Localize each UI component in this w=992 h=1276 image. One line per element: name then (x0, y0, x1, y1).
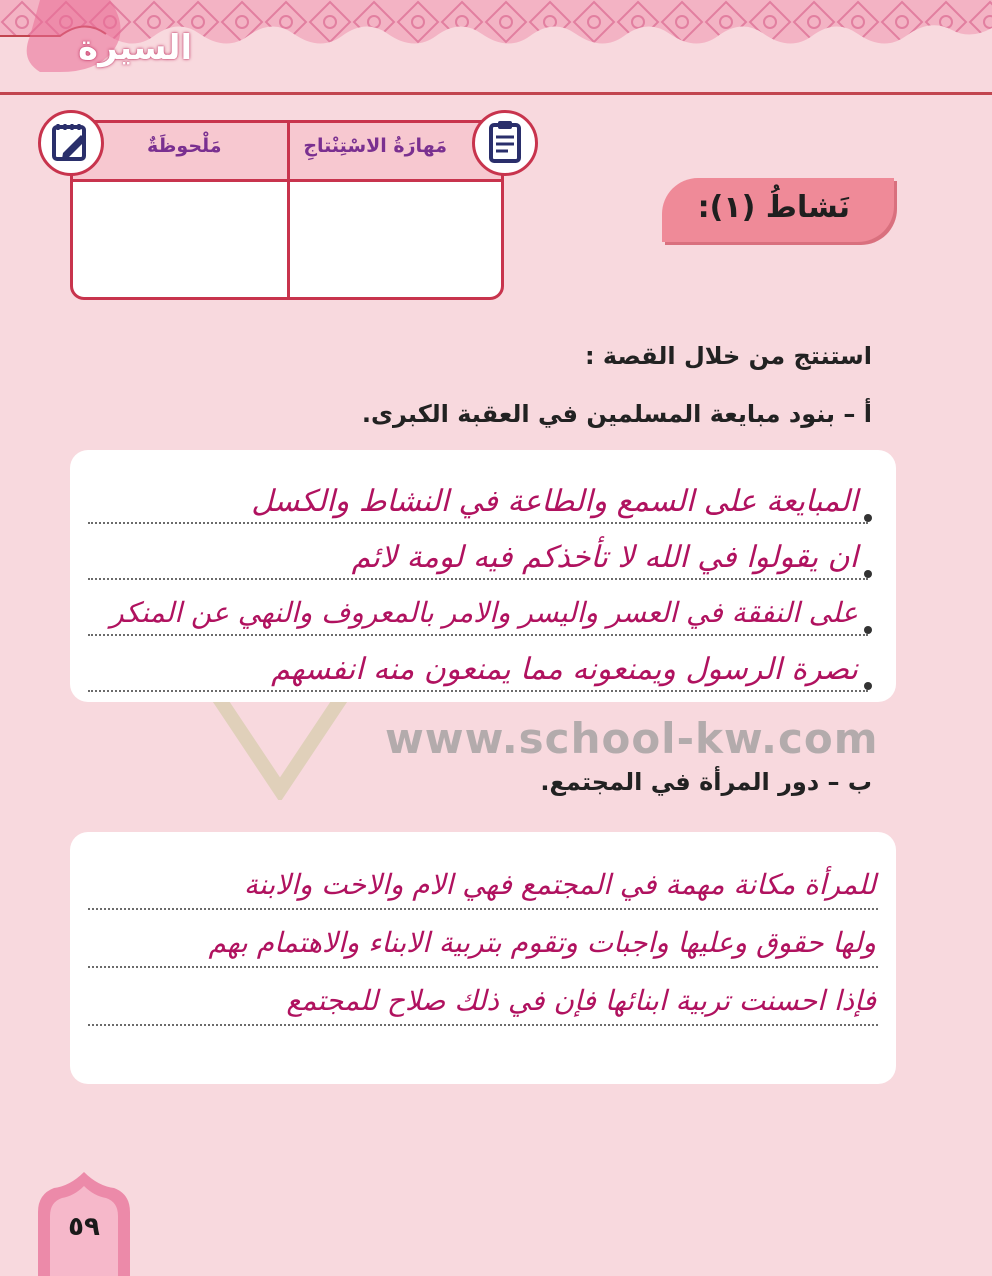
pencil-note-icon (38, 110, 104, 176)
clipboard-icon (472, 110, 538, 176)
answer-line (88, 634, 868, 636)
activity-label: نَشاطُ (١): (697, 190, 850, 225)
question-part-b: ب – دور المرأة في المجتمع. (540, 768, 872, 796)
answer-line (88, 966, 878, 968)
handwritten-answer: ان يقولوا في الله لا تأخذكم فيه لومة لائم (351, 540, 858, 575)
handwritten-answer: نصرة الرسول ويمنعونه مما يمنعون منه انفسهم (271, 652, 858, 687)
handwritten-answer: للمرأة مكانة مهمة في المجتمع فهي الام والاخت والابنة (243, 868, 876, 901)
question-part-a: أ – بنود مبايعة المسلمين في العقبة الكبرى. (361, 400, 872, 428)
answer-line (88, 690, 868, 692)
inference-skill-label: مَهارَةُ الاسْتِنْتاجِ (303, 135, 447, 157)
header-divider (0, 92, 992, 95)
bullet-icon (864, 626, 872, 634)
question-intro: استنتج من خلال القصة : (584, 342, 872, 370)
handwritten-answer: فإذا احسنت تربية ابنائها فإن في ذلك صلاح للمجتمع (286, 984, 876, 1017)
bullet-icon (864, 570, 872, 578)
skills-table (70, 120, 504, 300)
watermark-url: www.school-kw.com (385, 714, 879, 763)
answer-line (88, 908, 878, 910)
page-number: ٥٩ (68, 1212, 100, 1242)
note-label: مَلْحوظَةٌ (147, 135, 222, 157)
bullet-icon (864, 682, 872, 690)
answer-line (88, 578, 868, 580)
answer-line (88, 1024, 878, 1026)
bullet-icon (864, 514, 872, 522)
handwritten-answer: ولها حقوق وعليها واجبات وتقوم بتربية الابناء والاهتمام بهم (208, 926, 876, 959)
answer-line (88, 522, 868, 524)
section-title: السيرة (78, 28, 193, 68)
activity-tab (662, 178, 894, 242)
handwritten-answer: على النفقة في العسر واليسر والامر بالمعروف والنهي عن المنكر (110, 596, 858, 629)
skills-table-column-divider (287, 123, 290, 297)
handwritten-answer: المبايعة على السمع والطاعة في النشاط والكسل (251, 484, 858, 519)
